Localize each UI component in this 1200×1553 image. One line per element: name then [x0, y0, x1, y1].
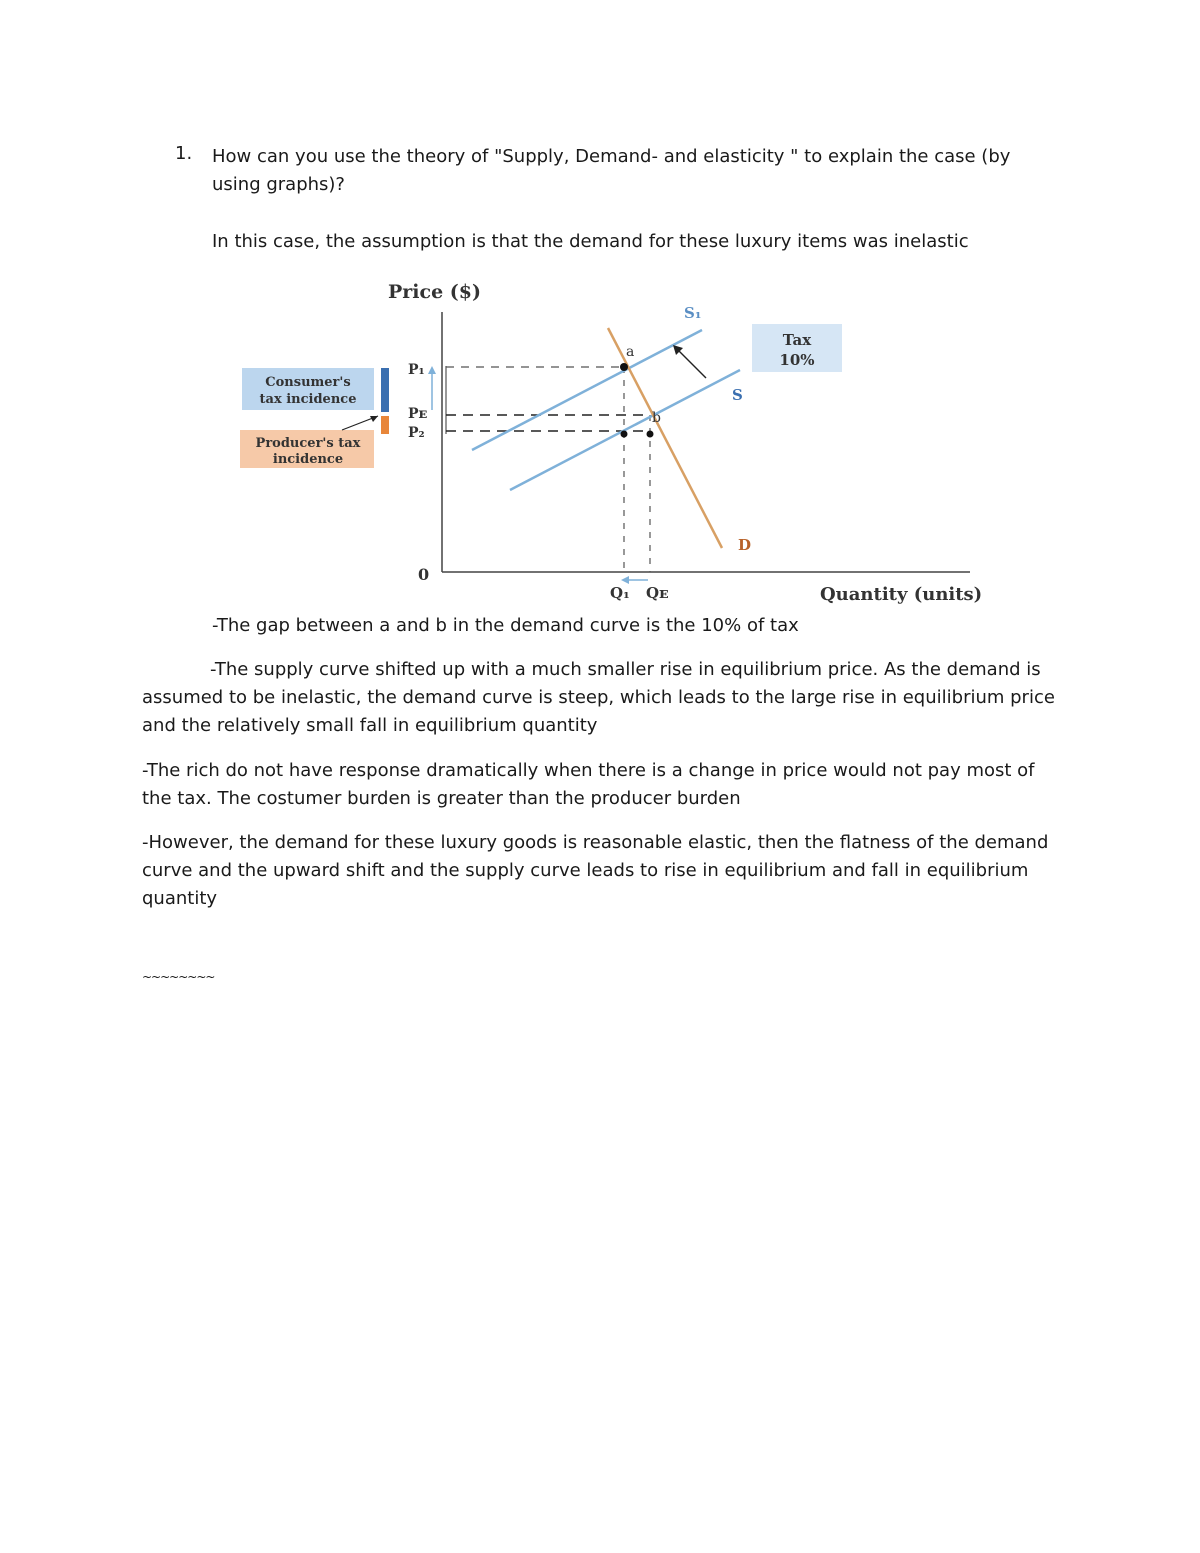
consumer-incidence-bar	[381, 368, 389, 412]
producer-box-line2: incidence	[272, 452, 344, 467]
producer-incidence-bar	[381, 416, 389, 434]
curve-label-s1: S₁	[684, 304, 702, 322]
tax-box-line2: 10%	[779, 351, 815, 369]
squiggle-mark: ~~~~~~~~	[142, 970, 215, 984]
origin-label: 0	[418, 565, 430, 584]
note-rich-burden: -The rich do not have response dramatically when there is a change in price would not pay most of the tax. The costumer burden is greater than the producer burden	[142, 760, 1035, 809]
price-rise-arrowhead	[428, 366, 436, 374]
point-q1-p2-dot	[621, 431, 628, 438]
price-label-pe: Pᴇ	[408, 406, 428, 422]
curve-label-s: S	[732, 386, 743, 404]
consumer-box-line1: Consumer's	[265, 375, 351, 390]
point-a-label: a	[626, 344, 635, 360]
question-number: 1.	[175, 143, 193, 164]
assumption-text: In this case, the assumption is that the demand for these luxury items was inelastic	[212, 231, 969, 252]
supply-curve-s1	[472, 330, 702, 450]
y-axis-label: Price ($)	[388, 281, 481, 303]
supply-shift-arrow	[676, 348, 706, 378]
x-axis-label: Quantity (units)	[820, 584, 983, 605]
point-b-label: b	[652, 410, 661, 426]
tax-box-line1: Tax	[782, 331, 812, 349]
quantity-label-qe: Qᴇ	[646, 584, 669, 602]
producer-box-line1: Producer's tax	[255, 436, 361, 451]
note-elastic-demand: -However, the demand for these luxury goods is reasonable elastic, then the flatness of the demand curve and the upward shift and the supply curve leads to rise in equilibrium and fall in equilibrium quantity	[142, 832, 1049, 909]
price-label-p2: P₂	[408, 425, 425, 441]
price-label-p1: P₁	[408, 362, 425, 378]
question-text: How can you use the theory of "Supply, Demand- and elasticity " to explain the case (by using graphs)?	[212, 146, 1011, 195]
consumer-box-line2: tax incidence	[259, 392, 357, 407]
point-a-dot	[620, 363, 628, 371]
note-supply-shift: -The supply curve shifted up with a much smaller rise in equilibrium price. As the demand is assumed to be inelastic, the demand curve is steep, which leads to the large rise in equilibrium price and the relatively small fall in equilibrium quantity	[142, 659, 1055, 736]
demand-curve	[608, 328, 722, 548]
quantity-fall-arrowhead	[621, 576, 629, 584]
note-gap: -The gap between a and b in the demand curve is the 10% of tax	[212, 615, 799, 636]
curve-label-d: D	[738, 536, 752, 554]
point-qe-p2-dot	[647, 431, 654, 438]
supply-curve-s	[510, 370, 740, 490]
quantity-label-q1: Q₁	[610, 584, 630, 602]
tax-incidence-figure	[230, 270, 1000, 610]
supply-demand-diagram	[230, 270, 1000, 610]
